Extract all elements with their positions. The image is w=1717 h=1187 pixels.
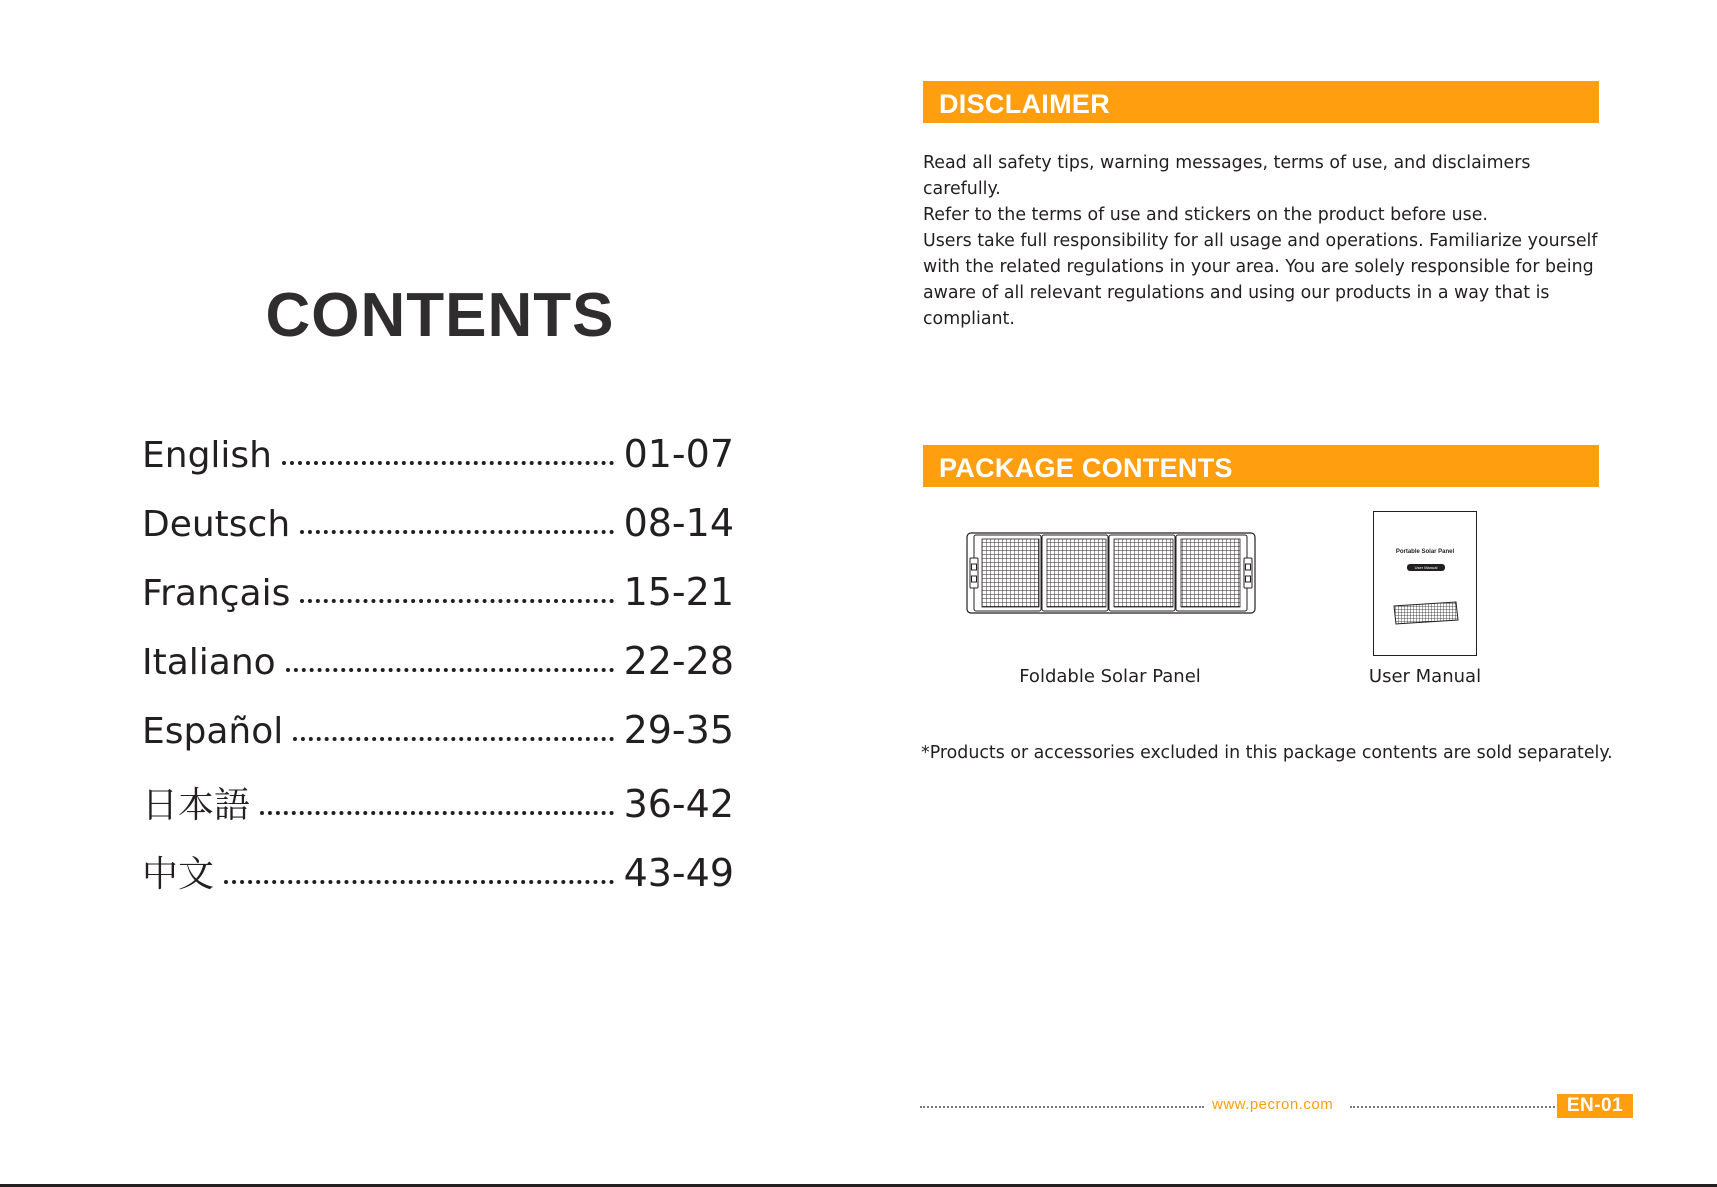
disclaimer-text bbox=[923, 150, 1603, 332]
disclaimer-line: Read all safety tips, warning messages, terms of use, and disclaimers carefully. bbox=[923, 153, 1531, 199]
table-of-contents bbox=[142, 432, 734, 915]
page-number-badge: EN-01 bbox=[1557, 1094, 1633, 1118]
user-manual-icon bbox=[1373, 511, 1477, 656]
toc-pages: 08-14 bbox=[623, 501, 734, 545]
caption-user-manual: User Manual bbox=[1368, 666, 1482, 687]
toc-row-italiano[interactable] bbox=[142, 639, 734, 708]
disclaimer-line: aware of all relevant regulations and using our products in a way that is bbox=[923, 283, 1550, 303]
toc-pages: 36-42 bbox=[623, 782, 734, 826]
toc-leader-dots bbox=[286, 640, 614, 672]
toc-language: 中文 bbox=[142, 854, 215, 895]
toc-language: Español bbox=[142, 711, 284, 752]
toc-leader-dots bbox=[224, 852, 614, 884]
toc-row-deutsch[interactable] bbox=[142, 501, 734, 570]
toc-leader-dots bbox=[282, 433, 614, 465]
disclaimer-line: compliant. bbox=[923, 309, 1015, 329]
manual-cover-subtitle: User Manual bbox=[1407, 564, 1445, 571]
manual-cover-title: Portable Solar Panel bbox=[1395, 549, 1455, 555]
toc-pages: 29-35 bbox=[623, 708, 734, 752]
toc-pages: 43-49 bbox=[623, 851, 734, 895]
solar-panel-icon bbox=[966, 530, 1256, 616]
page-footer bbox=[920, 1094, 1633, 1118]
package-contents-heading-bar bbox=[923, 445, 1599, 487]
toc-leader-dots bbox=[293, 709, 613, 741]
toc-row-english[interactable] bbox=[142, 432, 734, 501]
toc-row-francais[interactable] bbox=[142, 570, 734, 639]
toc-language: 日本語 bbox=[142, 785, 251, 826]
toc-language: Français bbox=[142, 573, 291, 614]
caption-foldable-solar-panel: Foldable Solar Panel bbox=[1019, 666, 1201, 687]
manual-cover-panel-icon bbox=[1392, 600, 1460, 626]
disclaimer-heading-bar bbox=[923, 81, 1599, 123]
toc-row-chinese[interactable] bbox=[142, 846, 734, 915]
toc-row-espanol[interactable] bbox=[142, 708, 734, 777]
toc-leader-dots bbox=[260, 783, 614, 815]
toc-language: English bbox=[142, 435, 272, 476]
toc-row-japanese[interactable] bbox=[142, 777, 734, 846]
toc-pages: 01-07 bbox=[623, 432, 734, 476]
disclaimer-heading: DISCLAIMER bbox=[939, 89, 1110, 119]
toc-pages: 22-28 bbox=[623, 639, 734, 683]
toc-pages: 15-21 bbox=[623, 570, 734, 614]
disclaimer-line: Refer to the terms of use and stickers on the product before use. bbox=[923, 205, 1488, 225]
toc-leader-dots bbox=[300, 571, 613, 603]
toc-language: Deutsch bbox=[142, 504, 291, 545]
footer-dots-right bbox=[1350, 1104, 1555, 1108]
package-contents-heading: PACKAGE CONTENTS bbox=[939, 453, 1233, 483]
contents-title: CONTENTS bbox=[265, 281, 615, 350]
toc-leader-dots bbox=[300, 502, 613, 534]
footer-dots-left bbox=[920, 1104, 1204, 1108]
disclaimer-line: with the related regulations in your area. You are solely responsible for being bbox=[923, 257, 1594, 277]
package-footnote: *Products or accessories excluded in this package contents are sold separately. bbox=[921, 743, 1613, 763]
toc-language: Italiano bbox=[142, 642, 276, 683]
footer-url-link[interactable]: www.pecron.com bbox=[1212, 1096, 1334, 1113]
disclaimer-line: Users take full responsibility for all usage and operations. Familiarize yourself bbox=[923, 231, 1598, 251]
